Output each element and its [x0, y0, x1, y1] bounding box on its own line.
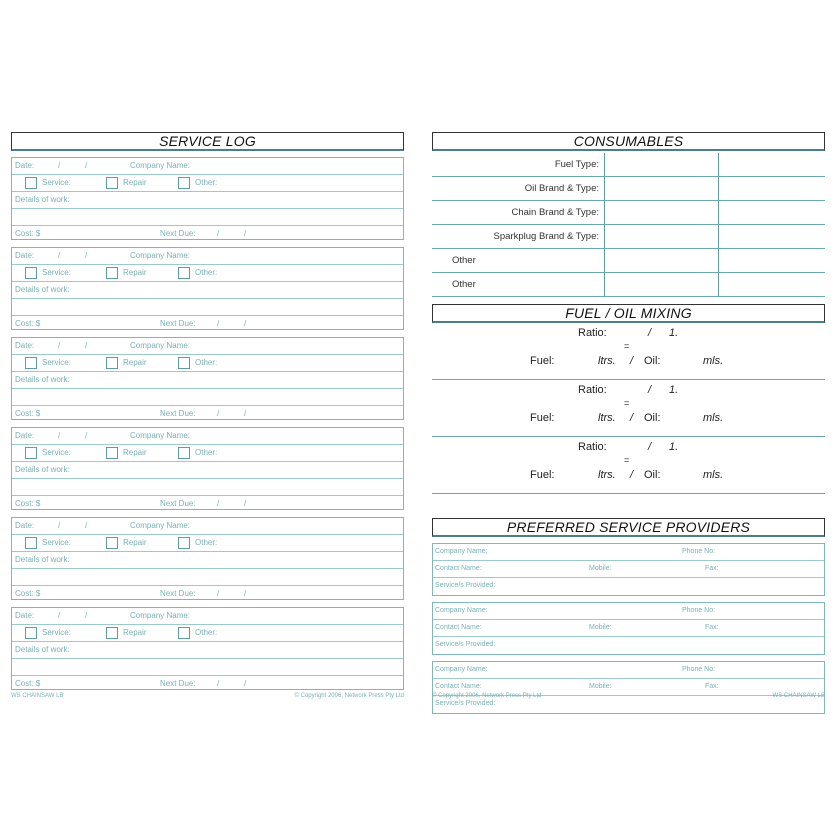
- date-input-slash[interactable]: /: [85, 611, 88, 620]
- details-label: Details of work:: [15, 465, 70, 474]
- ratio-slash[interactable]: /: [648, 441, 652, 453]
- company-name-label: Company Name:: [130, 611, 191, 620]
- company-name-label: Company Name:: [130, 341, 191, 350]
- services-provided-label: Service/s Provided:: [435, 582, 496, 589]
- date-input-slash[interactable]: /: [58, 251, 61, 260]
- cost-label: Cost: $: [15, 589, 41, 598]
- service-log-title: SERVICE LOG: [11, 132, 404, 151]
- next-due-slash[interactable]: /: [244, 409, 247, 418]
- next-due-slash[interactable]: /: [244, 499, 247, 508]
- next-due-label: Next Due:: [160, 499, 196, 508]
- service-checkbox[interactable]: [25, 267, 37, 279]
- service-checkbox[interactable]: [25, 537, 37, 549]
- company-name-label: Company Name:: [435, 607, 488, 614]
- oil-label: Oil:: [644, 355, 661, 367]
- equals-sign: =: [624, 455, 630, 465]
- provider-entry: [432, 543, 825, 596]
- other-label: Other:: [195, 538, 218, 547]
- service-checkbox[interactable]: [25, 177, 37, 189]
- mobile-label: Mobile:: [589, 683, 612, 690]
- date-label: Date:: [15, 341, 35, 350]
- providers-list: [432, 543, 825, 714]
- fuel-label: Fuel:: [530, 469, 555, 481]
- date-input-slash[interactable]: /: [85, 341, 88, 350]
- details-line[interactable]: [12, 299, 403, 316]
- mls-unit: mls.: [703, 412, 724, 424]
- service-checkbox[interactable]: [25, 357, 37, 369]
- next-due-label: Next Due:: [160, 679, 196, 688]
- mixing-title: FUEL / OIL MIXING: [432, 304, 825, 323]
- cost-label: Cost: $: [15, 499, 41, 508]
- company-name-label: Company Name:: [130, 431, 191, 440]
- provider-services-row[interactable]: [433, 578, 824, 595]
- right-footer-code: WS CHAINSAW LB: [772, 693, 825, 699]
- contact-name-label: Contact Name:: [435, 624, 482, 631]
- fuel-label: Fuel:: [530, 355, 555, 367]
- fuel-oil-separator: /: [630, 469, 634, 481]
- ratio-one: 1.: [669, 327, 679, 339]
- date-input-slash[interactable]: /: [58, 161, 61, 170]
- provider-company-row[interactable]: [433, 662, 824, 679]
- date-input-slash[interactable]: /: [58, 431, 61, 440]
- other-checkbox[interactable]: [178, 357, 190, 369]
- date-label: Date:: [15, 521, 35, 530]
- mobile-label: Mobile:: [589, 565, 612, 572]
- consumables-row[interactable]: [432, 177, 825, 201]
- next-due-slash[interactable]: /: [217, 319, 220, 328]
- details-line[interactable]: [12, 569, 403, 586]
- repair-label: Repair: [123, 628, 147, 637]
- ratio-label: Ratio:: [578, 327, 607, 339]
- date-row: [12, 158, 403, 175]
- repair-label: Repair: [123, 358, 147, 367]
- next-due-slash[interactable]: /: [217, 499, 220, 508]
- other-label: Other:: [195, 268, 218, 277]
- details-row[interactable]: [12, 642, 403, 659]
- date-row: [12, 338, 403, 355]
- left-footer-code: WS CHAINSAW LB: [11, 693, 64, 699]
- type-row: [12, 265, 403, 282]
- service-label: Service:: [42, 178, 71, 187]
- date-row: [12, 518, 403, 535]
- mixing-section: [432, 304, 825, 494]
- cost-row: [12, 316, 403, 333]
- fuel-oil-separator: /: [630, 355, 634, 367]
- date-input-slash[interactable]: /: [85, 161, 88, 170]
- oil-label: Oil:: [644, 412, 661, 424]
- cost-label: Cost: $: [15, 679, 41, 688]
- other-checkbox[interactable]: [178, 627, 190, 639]
- details-label: Details of work:: [15, 555, 70, 564]
- ratio-label: Ratio:: [578, 384, 607, 396]
- repair-checkbox[interactable]: [106, 537, 118, 549]
- cost-row: [12, 226, 403, 243]
- cost-row: [12, 586, 403, 603]
- right-column: [432, 132, 825, 714]
- type-row: [12, 445, 403, 462]
- service-label: Service:: [42, 448, 71, 457]
- service-log-entry: [11, 157, 404, 240]
- equals-sign: =: [624, 398, 630, 408]
- consumables-title: CONSUMABLES: [432, 132, 825, 151]
- service-log-entry: [11, 607, 404, 690]
- next-due-slash[interactable]: /: [244, 589, 247, 598]
- consumables-row[interactable]: [432, 249, 825, 273]
- providers-title: PREFERRED SERVICE PROVIDERS: [432, 518, 825, 537]
- right-footer-copyright: © Copyright 2006, Network Press Pty Ltd: [432, 693, 542, 699]
- details-line[interactable]: [12, 209, 403, 226]
- providers-section: [432, 518, 825, 714]
- service-log-entry: [11, 427, 404, 510]
- fuel-oil-separator: /: [630, 412, 634, 424]
- date-row: [12, 608, 403, 625]
- cost-row: [12, 676, 403, 693]
- details-line[interactable]: [12, 479, 403, 496]
- service-log-section: [11, 132, 404, 699]
- service-log-entry: [11, 337, 404, 420]
- mixing-block: [432, 323, 825, 380]
- service-checkbox[interactable]: [25, 627, 37, 639]
- next-due-slash[interactable]: /: [244, 319, 247, 328]
- provider-services-row[interactable]: [433, 637, 824, 654]
- next-due-slash[interactable]: /: [217, 229, 220, 238]
- contact-name-label: Contact Name:: [435, 683, 482, 690]
- other-checkbox[interactable]: [178, 267, 190, 279]
- repair-label: Repair: [123, 448, 147, 457]
- consumables-row[interactable]: [432, 225, 825, 249]
- details-row[interactable]: [12, 552, 403, 569]
- mixing-list: [432, 323, 825, 494]
- consumable-label: Sparkplug Brand & Type:: [493, 231, 599, 242]
- left-footer-copyright: © Copyright 2006, Network Press Pty Ltd: [294, 693, 404, 699]
- mixing-block: [432, 380, 825, 437]
- other-label: Other:: [195, 448, 218, 457]
- service-log-list: [11, 157, 404, 690]
- provider-entry: [432, 661, 825, 714]
- details-row[interactable]: [12, 192, 403, 209]
- company-name-label: Company Name:: [130, 521, 191, 530]
- type-row: [12, 535, 403, 552]
- repair-checkbox[interactable]: [106, 447, 118, 459]
- company-name-label: Company Name:: [130, 161, 191, 170]
- consumable-label: Other: [452, 279, 476, 290]
- next-due-label: Next Due:: [160, 589, 196, 598]
- consumables-row[interactable]: [432, 273, 825, 297]
- type-row: [12, 355, 403, 372]
- provider-contact-row[interactable]: [433, 620, 824, 637]
- next-due-slash[interactable]: /: [217, 589, 220, 598]
- phone-label: Phone No:: [682, 607, 716, 614]
- company-name-label: Company Name:: [435, 666, 488, 673]
- mobile-label: Mobile:: [589, 624, 612, 631]
- repair-checkbox[interactable]: [106, 627, 118, 639]
- ltrs-unit: ltrs.: [598, 355, 616, 367]
- consumable-label: Chain Brand & Type:: [511, 207, 599, 218]
- service-log-entry: [11, 247, 404, 330]
- details-label: Details of work:: [15, 285, 70, 294]
- next-due-slash[interactable]: /: [217, 409, 220, 418]
- provider-contact-row[interactable]: [433, 561, 824, 578]
- ratio-label: Ratio:: [578, 441, 607, 453]
- provider-company-row[interactable]: [433, 544, 824, 561]
- details-line[interactable]: [12, 659, 403, 676]
- fax-label: Fax:: [705, 565, 719, 572]
- next-due-slash[interactable]: /: [244, 679, 247, 688]
- repair-label: Repair: [123, 268, 147, 277]
- date-input-slash[interactable]: /: [58, 521, 61, 530]
- date-input-slash[interactable]: /: [85, 431, 88, 440]
- oil-label: Oil:: [644, 469, 661, 481]
- services-provided-label: Service/s Provided:: [435, 700, 496, 707]
- cost-label: Cost: $: [15, 409, 41, 418]
- phone-label: Phone No:: [682, 666, 716, 673]
- services-provided-label: Service/s Provided:: [435, 641, 496, 648]
- company-name-label: Company Name:: [130, 251, 191, 260]
- fuel-label: Fuel:: [530, 412, 555, 424]
- date-label: Date:: [15, 251, 35, 260]
- date-row: [12, 428, 403, 445]
- date-row: [12, 248, 403, 265]
- type-row: [12, 175, 403, 192]
- other-checkbox[interactable]: [178, 537, 190, 549]
- service-label: Service:: [42, 628, 71, 637]
- mls-unit: mls.: [703, 469, 724, 481]
- date-label: Date:: [15, 611, 35, 620]
- repair-label: Repair: [123, 178, 147, 187]
- mixing-block: [432, 437, 825, 494]
- details-line[interactable]: [12, 389, 403, 406]
- next-due-label: Next Due:: [160, 409, 196, 418]
- ratio-slash[interactable]: /: [648, 327, 652, 339]
- date-input-slash[interactable]: /: [85, 251, 88, 260]
- next-due-slash[interactable]: /: [217, 679, 220, 688]
- service-label: Service:: [42, 268, 71, 277]
- consumables-row[interactable]: [432, 201, 825, 225]
- consumables-row[interactable]: [432, 153, 825, 177]
- details-row[interactable]: [12, 282, 403, 299]
- ltrs-unit: ltrs.: [598, 412, 616, 424]
- details-row[interactable]: [12, 372, 403, 389]
- type-row: [12, 625, 403, 642]
- service-checkbox[interactable]: [25, 447, 37, 459]
- next-due-label: Next Due:: [160, 319, 196, 328]
- other-checkbox[interactable]: [178, 177, 190, 189]
- date-input-slash[interactable]: /: [58, 611, 61, 620]
- date-input-slash[interactable]: /: [85, 521, 88, 530]
- cost-row: [12, 406, 403, 423]
- phone-label: Phone No:: [682, 548, 716, 555]
- ltrs-unit: ltrs.: [598, 469, 616, 481]
- ratio-one: 1.: [669, 441, 679, 453]
- contact-name-label: Contact Name:: [435, 565, 482, 572]
- details-label: Details of work:: [15, 645, 70, 654]
- other-checkbox[interactable]: [178, 447, 190, 459]
- details-label: Details of work:: [15, 195, 70, 204]
- consumables-table: [432, 153, 825, 297]
- date-input-slash[interactable]: /: [58, 341, 61, 350]
- other-label: Other:: [195, 178, 218, 187]
- repair-checkbox[interactable]: [106, 267, 118, 279]
- repair-checkbox[interactable]: [106, 357, 118, 369]
- details-row[interactable]: [12, 462, 403, 479]
- consumable-label: Other: [452, 255, 476, 266]
- cost-label: Cost: $: [15, 229, 41, 238]
- ratio-slash[interactable]: /: [648, 384, 652, 396]
- cost-row: [12, 496, 403, 513]
- service-label: Service:: [42, 358, 71, 367]
- mls-unit: mls.: [703, 355, 724, 367]
- service-log-entry: [11, 517, 404, 600]
- cost-label: Cost: $: [15, 319, 41, 328]
- date-label: Date:: [15, 161, 35, 170]
- provider-entry: [432, 602, 825, 655]
- repair-label: Repair: [123, 538, 147, 547]
- fax-label: Fax:: [705, 624, 719, 631]
- consumable-label: Fuel Type:: [554, 159, 599, 170]
- fax-label: Fax:: [705, 683, 719, 690]
- next-due-slash[interactable]: /: [244, 229, 247, 238]
- company-name-label: Company Name:: [435, 548, 488, 555]
- next-due-label: Next Due:: [160, 229, 196, 238]
- consumable-label: Oil Brand & Type:: [524, 183, 599, 194]
- other-label: Other:: [195, 358, 218, 367]
- ratio-one: 1.: [669, 384, 679, 396]
- other-label: Other:: [195, 628, 218, 637]
- consumables-section: [432, 132, 825, 297]
- repair-checkbox[interactable]: [106, 177, 118, 189]
- details-label: Details of work:: [15, 375, 70, 384]
- date-label: Date:: [15, 431, 35, 440]
- service-label: Service:: [42, 538, 71, 547]
- equals-sign: =: [624, 341, 630, 351]
- provider-company-row[interactable]: [433, 603, 824, 620]
